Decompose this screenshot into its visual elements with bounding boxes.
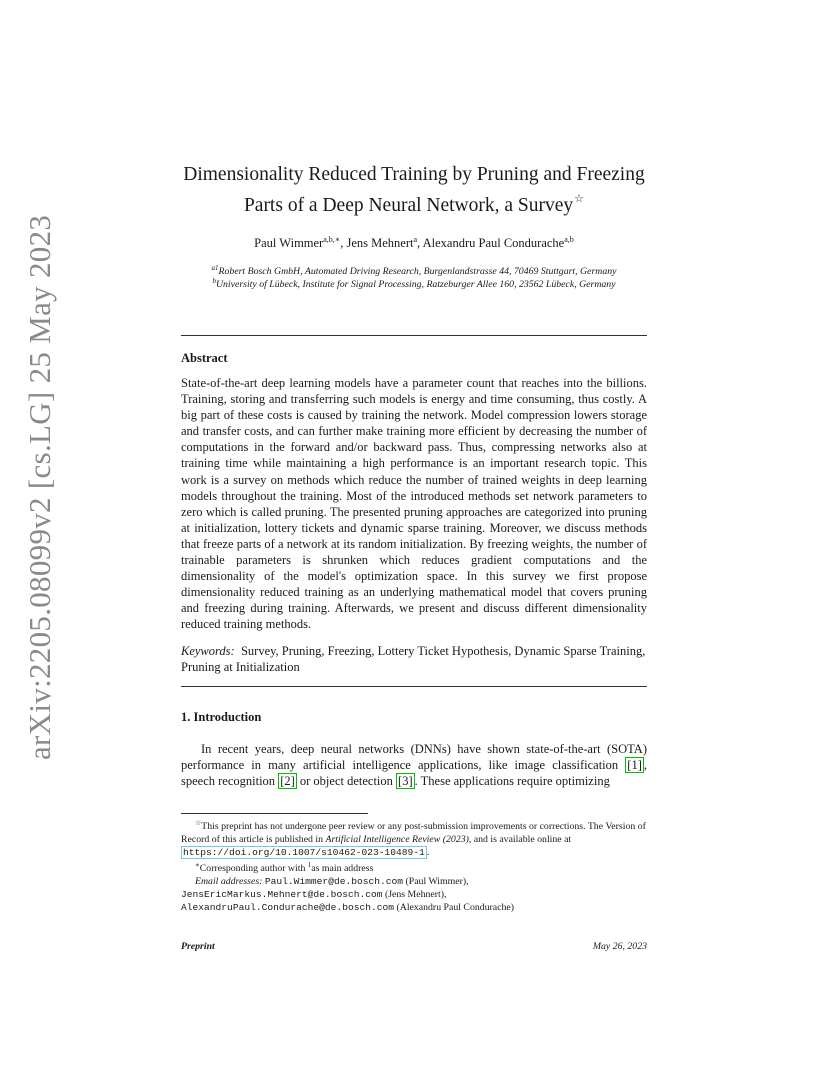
section-heading: 1. Introduction [181,710,262,724]
footnote-emails [181,875,647,888]
affiliation-sup: a1 [211,264,219,272]
intro-text: In recent years, deep neural networks (DNNs) have shown state-of-the-art (SOTA) performance in many artificial intelligence applications, like image classification [181,742,647,773]
affiliation [160,277,668,290]
author-sup: a [413,235,418,244]
keywords [181,643,647,675]
email-link[interactable]: JensEricMarkus.Mehnert@de.bosch.com [181,889,383,900]
keywords-label: Keywords: [181,644,235,658]
footnote-text: Corresponding author with [199,863,308,874]
introduction-paragraph [181,741,647,790]
doi-link[interactable]: https://doi.org/10.1007/s10462-023-10489-1 [183,847,425,858]
author-name: Paul Wimmer [254,236,324,250]
footer-preprint-label: Preprint [181,941,215,952]
affiliation-text: University of Lübeck, Institute for Signal Processing, Ratzeburger Allee 160, 23562 Lübeck, Germany [215,279,616,290]
footnote-text: This preprint has not undergone peer review or any post-submission improvements or corrections. The Version of Record of this article is published in [181,821,646,845]
footnote-text: , and is available online at [468,834,572,845]
keywords-text: Survey, Pruning, Freezing, Lottery Ticket Hypothesis, Dynamic Sparse Training, Pruning at Initialization [181,644,646,675]
paper-title [160,163,668,218]
citation-link[interactable]: [3] [398,774,413,789]
author-sup: a,b,∗ [323,235,341,244]
intro-text: , speech recognition [181,758,647,789]
intro-text: or object detection [296,774,397,789]
arxiv-identifier: arXiv:2205.08099v2 [cs.LG] 25 May 2023 [22,214,57,760]
journal-name: Artificial Intelligence Review (2023) [325,834,469,845]
footnote-emails [181,901,647,914]
abstract-bottom-rule [181,686,647,687]
footnote-corresponding [181,859,647,875]
footnote-rule [181,813,368,814]
footnote-preprint [181,817,647,859]
footnotes [181,817,647,914]
abstract-heading: Abstract [181,351,228,365]
affiliation-sup: b [212,277,216,285]
intro-text: . These applications require optimizing [414,774,610,789]
abstract-top-rule [181,335,647,336]
citation-link[interactable]: [1] [627,758,642,773]
footer-date: May 26, 2023 [592,941,647,952]
footnote-text: . [426,847,430,858]
email-owner: (Jens Mehnert), [384,889,447,900]
email-link[interactable]: Paul.Wimmer@de.bosch.com [264,876,404,887]
author-sup: a,b [564,235,574,244]
abstract-text: State-of-the-art deep learning models have a parameter count that reaches into the billions. Training, storing and transferring such models is energy and time consuming, thus costly. A big part of these costs is caused by training the network. Model compression lowers storage and transfer costs, and can further make training more efficient by decreasing the number of computations in the forward and/or backward pass. Thus, compressing networks also at training time while maintaining a high performance is an important research topic. This work is a survey on methods which reduce the number of trained weights in deep learning models throughout the training. Most of the introduced methods set network parameters to zero which is called pruning. The presented pruning approaches are categorized into pruning at initialization, lottery tickets and dynamic sparse training. Moreover, we discuss methods that freeze parts of a network at its random initialization. By freezing weights, the number of trainable parameters is shrunken which reduces gradient computations and the dimensionality of the model's optimization space. In this survey we first propose dimensionality reduced training as an underlying mathematical model that covers pruning and freezing during training. Afterwards, we present and discuss different dimensionality reduced training methods. [181,376,647,632]
email-link[interactable]: AlexandruPaul.Condurache@de.bosch.com [181,902,395,913]
title-line-1: Dimensionality Reduced Training by Pruning and Freezing [183,164,645,185]
title-star-mark: ☆ [574,193,585,205]
author-sep: , [340,236,347,250]
footnote-star-mark: ☆ [195,819,202,827]
footnote-text: as main address [311,863,374,874]
footnote-emails [181,888,647,901]
email-owner: (Paul Wimmer), [405,876,469,887]
affiliation-text: Robert Bosch GmbH, Automated Driving Research, Burgenlandstrasse 44, 70469 Stuttgart, Germany [218,266,617,277]
title-line-2 [160,187,668,218]
author-list [160,235,668,251]
author-sep: , [417,236,423,250]
author-name: Jens Mehnert [346,236,414,250]
author-name: Alexandru Paul Condurache [422,236,565,250]
title-line-2-text: Parts of a Deep Neural Network, a Survey [243,195,574,216]
email-label: Email addresses: [195,876,263,887]
footnote-corr-mark: ∗ [195,861,200,869]
footnote-corr-sup: 1 [307,861,312,869]
email-owner: (Alexandru Paul Condurache) [396,902,515,913]
citation-link[interactable]: [2] [280,774,295,789]
affiliation [160,264,668,277]
